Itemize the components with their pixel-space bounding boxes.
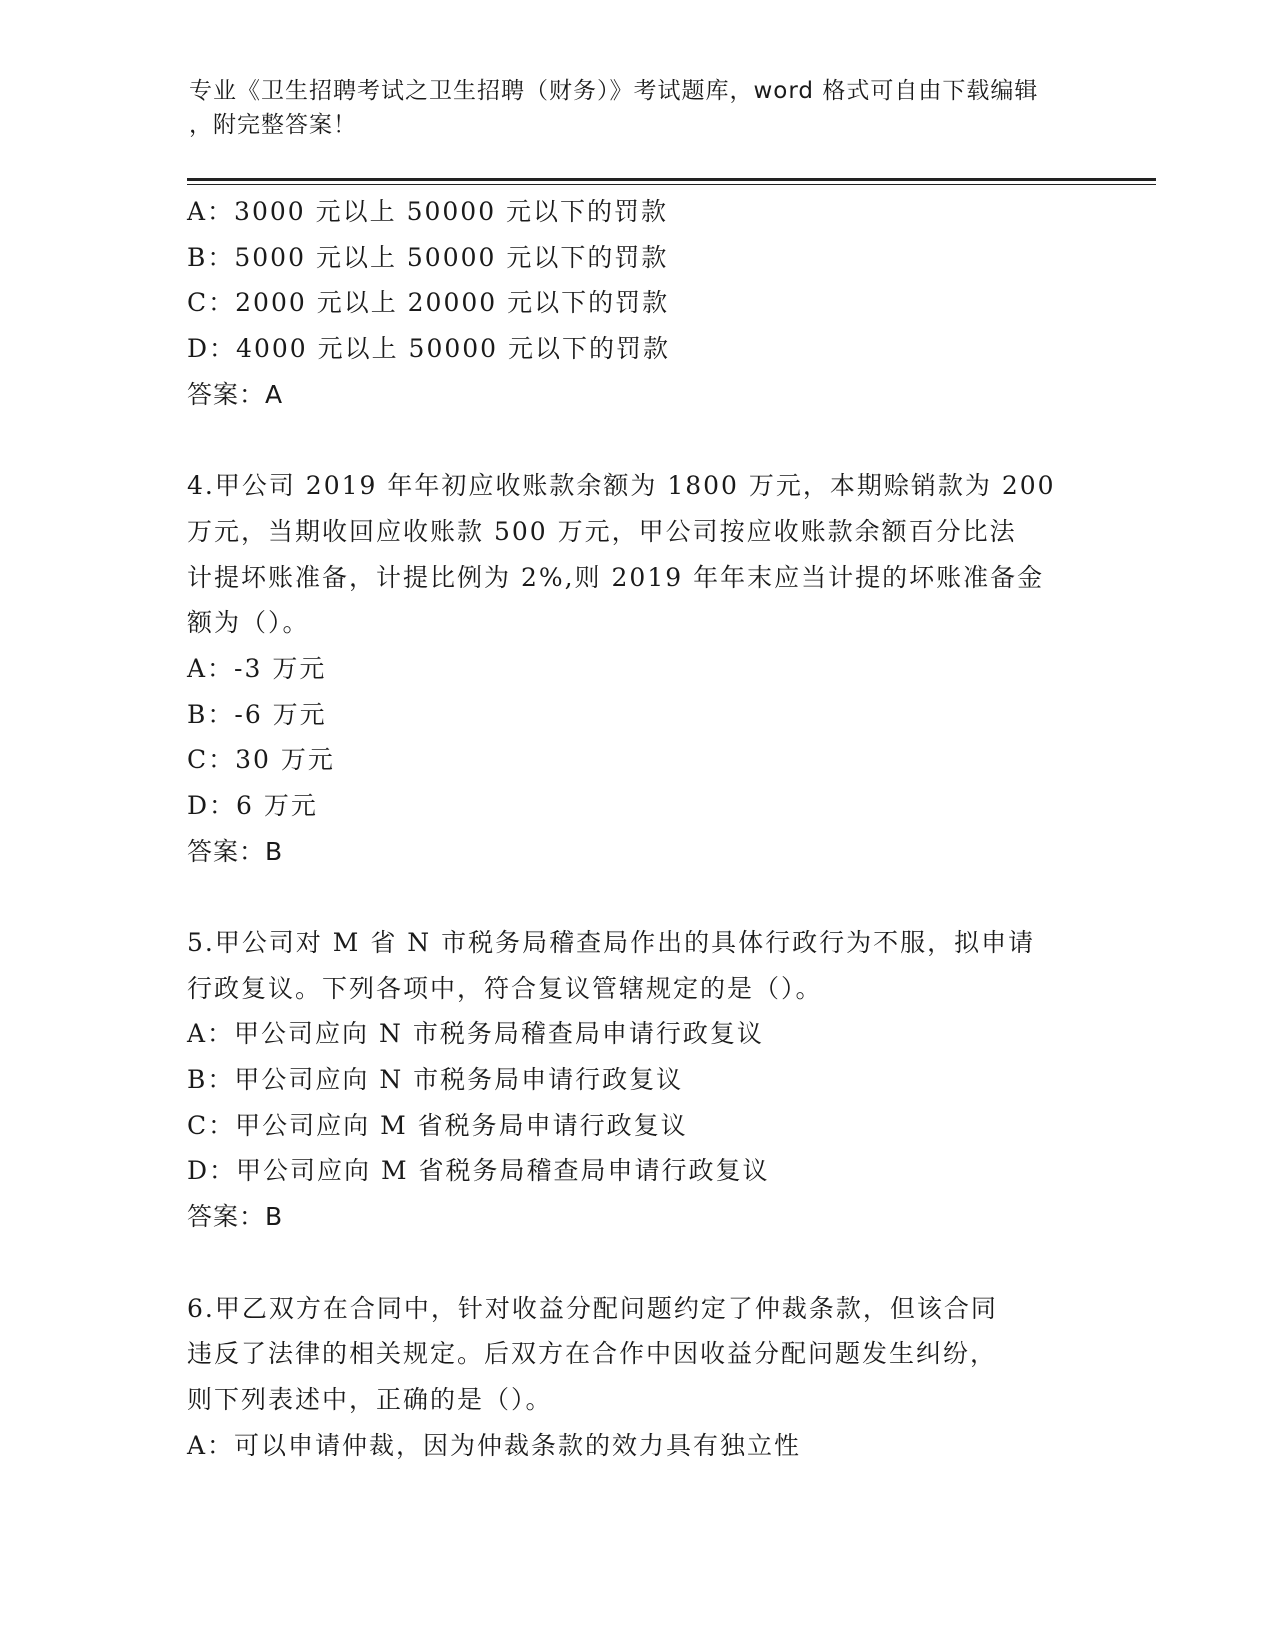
question-stem-line: 6.甲乙双方在合同中，针对收益分配问题约定了仲裁条款，但该合同 [187, 1293, 998, 1323]
spacer [187, 874, 1087, 920]
option-d: D：4000 元以上 50000 元以下的罚款 [187, 334, 671, 364]
header-divider-thick [187, 178, 1156, 181]
option-d: D：6 万元 [187, 790, 318, 820]
question-stem-line: 则下列表述中，正确的是（）。 [187, 1384, 553, 1414]
question-stem-line: 违反了法律的相关规定。后双方在合作中因收益分配问题发生纠纷， [187, 1339, 998, 1369]
option-c: C：甲公司应向 M 省税务局申请行政复议 [187, 1110, 688, 1140]
question-stem-line: 行政复议。下列各项中，符合复议管辖规定的是（）。 [187, 973, 823, 1003]
spacer [187, 1240, 1087, 1286]
question-list [187, 189, 1087, 1468]
option-c: C：30 万元 [187, 745, 335, 775]
question-stem-line: 5.甲公司对 M 省 N 市税务局稽查局作出的具体行政行为不服，拟申请 [187, 928, 1036, 957]
question-stem-line: 4.甲公司 2019 年年初应收账款余额为 1800 万元，本期赊销款为 200 [187, 471, 1056, 501]
option-a: A：可以申请仲裁，因为仲裁条款的效力具有独立性 [187, 1430, 802, 1460]
header-line-2: ，附完整答案！ [189, 112, 357, 138]
option-a: A：-3 万元 [187, 653, 327, 683]
question-6 [187, 1286, 1087, 1469]
question-3 [187, 189, 1087, 417]
answer: 答案：A [187, 379, 284, 409]
page-header [189, 74, 1069, 142]
question-stem-line: 万元，当期收回应收账款 500 万元，甲公司按应收账款余额百分比法 [187, 516, 1017, 546]
option-a: A：甲公司应向 N 市税务局稽查局申请行政复议 [187, 1019, 764, 1049]
option-b: B：5000 元以上 50000 元以下的罚款 [187, 242, 669, 272]
question-5 [187, 920, 1087, 1240]
header-divider-thin [187, 184, 1156, 185]
option-b: B：甲公司应向 N 市税务局申请行政复议 [187, 1065, 684, 1095]
question-stem-line: 额为（）。 [187, 608, 310, 638]
answer: 答案：B [187, 836, 284, 866]
option-c: C：2000 元以上 20000 元以下的罚款 [187, 288, 670, 318]
option-d: D：甲公司应向 M 省税务局稽查局申请行政复议 [187, 1156, 770, 1186]
option-b: B：-6 万元 [187, 699, 327, 729]
answer: 答案：B [187, 1202, 284, 1232]
question-4 [187, 463, 1087, 874]
spacer [187, 417, 1087, 463]
option-a: A：3000 元以上 50000 元以下的罚款 [187, 197, 669, 226]
question-stem-line: 计提坏账准备，计提比例为 2%,则 2019 年年末应当计提的坏账准备金 [187, 562, 1045, 592]
header-line-1: 专业《卫生招聘考试之卫生招聘（财务）》考试题库，word 格式可自由下载编辑 [189, 78, 1039, 104]
